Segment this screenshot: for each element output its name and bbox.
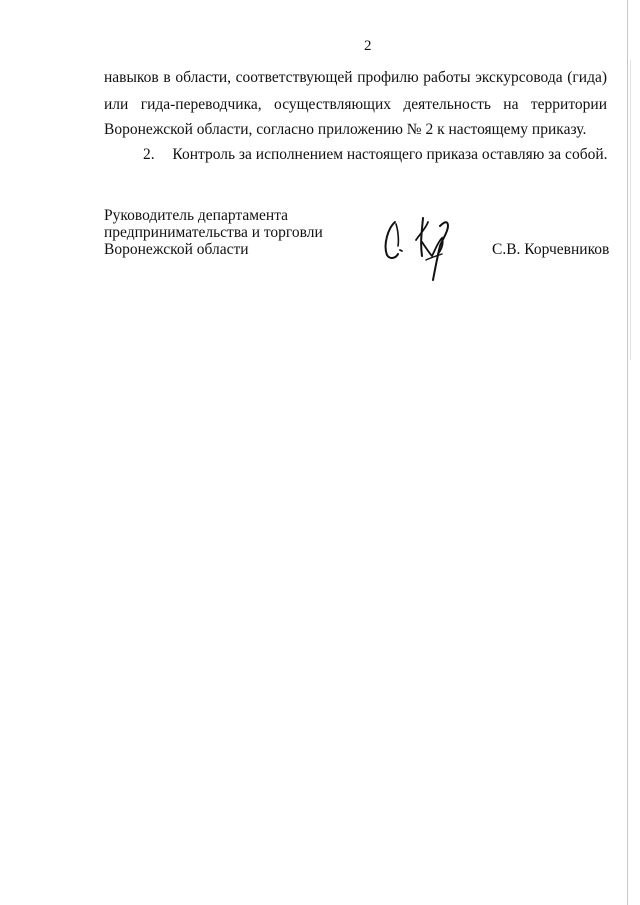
numbered-item-2 <box>143 146 613 164</box>
body-text-line: или гида-переводчика, осуществляющих деятельность на территории <box>104 96 607 113</box>
handwritten-signature <box>378 210 458 290</box>
item-text: Контроль за исполнением настоящего приказа оставляю за собой. <box>172 146 608 163</box>
body-text-line: навыков в области, соответствующей профилю работы экскурсовода (гида) <box>104 69 607 86</box>
scan-edge-line <box>627 0 628 905</box>
signer-name: С.В. Корчевников <box>492 241 610 258</box>
signer-title-line: Воронежской области <box>104 241 249 258</box>
signer-title-line: предпринимательства и торговли <box>104 224 323 241</box>
scan-edge-line-faint <box>630 60 631 360</box>
item-number: 2. <box>143 146 155 163</box>
body-text-line: Воронежской области, согласно приложению № 2 к настоящему приказу. <box>104 121 587 138</box>
signer-title <box>104 207 323 258</box>
signer-title-line: Руководитель департамента <box>104 207 289 224</box>
page-number: 2 <box>364 38 372 54</box>
